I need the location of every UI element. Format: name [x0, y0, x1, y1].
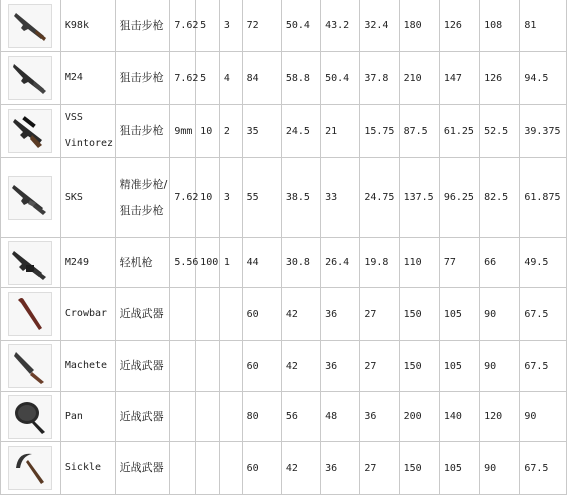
marksman-rifle-icon [1, 158, 61, 238]
weapon-category: 狙击步枪 [115, 105, 170, 158]
cell: 36 [321, 288, 360, 341]
cell: 50.4 [321, 52, 360, 105]
cell [219, 288, 242, 341]
cell: 110 [399, 238, 439, 288]
weapon-category: 精准步枪/狙击步枪 [115, 158, 170, 238]
cell: 140 [439, 392, 479, 442]
cell: 66 [480, 238, 520, 288]
sniper-rifle-icon [1, 52, 61, 105]
cell: 49.5 [520, 238, 567, 288]
cell: 30.8 [281, 238, 320, 288]
cell [196, 341, 220, 392]
pan-icon [1, 392, 61, 442]
weapon-name: M24 [60, 52, 115, 105]
cell: 24.5 [281, 105, 320, 158]
cell [196, 288, 220, 341]
cell: 21 [321, 105, 360, 158]
weapon-category: 狙击步枪 [115, 52, 170, 105]
table-row [1, 0, 567, 52]
cell [219, 392, 242, 442]
cell: 26.4 [321, 238, 360, 288]
cell: 4 [219, 52, 242, 105]
cell [219, 341, 242, 392]
cell: 52.5 [480, 105, 520, 158]
table-row [1, 341, 567, 392]
cell: 10 [196, 105, 220, 158]
table-row [1, 442, 567, 495]
cell: 100 [196, 238, 220, 288]
cell: 24.75 [360, 158, 399, 238]
cell: 108 [480, 0, 520, 52]
sickle-icon [1, 442, 61, 495]
cell: 9mm [170, 105, 196, 158]
cell: 27 [360, 442, 399, 495]
cell: 60 [242, 442, 281, 495]
cell: 105 [439, 442, 479, 495]
cell: 19.8 [360, 238, 399, 288]
cell: 39.375 [520, 105, 567, 158]
cell: 50.4 [281, 0, 320, 52]
table-row [1, 158, 567, 238]
cell: 72 [242, 0, 281, 52]
cell: 137.5 [399, 158, 439, 238]
cell: 82.5 [480, 158, 520, 238]
cell: 42 [281, 442, 320, 495]
table-row [1, 105, 567, 158]
cell: 126 [439, 0, 479, 52]
cell: 61.25 [439, 105, 479, 158]
cell: 3 [219, 158, 242, 238]
cell: 120 [480, 392, 520, 442]
crowbar-icon [1, 288, 61, 341]
cell: 96.25 [439, 158, 479, 238]
cell [196, 442, 220, 495]
cell: 32.4 [360, 0, 399, 52]
cell: 60 [242, 341, 281, 392]
weapon-name: Sickle [60, 442, 115, 495]
cell: 60 [242, 288, 281, 341]
cell: 90 [480, 341, 520, 392]
cell: 15.75 [360, 105, 399, 158]
sniper-rifle-icon [1, 0, 61, 52]
cell: 150 [399, 288, 439, 341]
cell: 58.8 [281, 52, 320, 105]
machine-gun-icon [1, 238, 61, 288]
cell: 80 [242, 392, 281, 442]
weapon-name: Crowbar [60, 288, 115, 341]
cell: 1 [219, 238, 242, 288]
cell: 2 [219, 105, 242, 158]
cell: 35 [242, 105, 281, 158]
cell: 90 [480, 442, 520, 495]
weapon-name: Pan [60, 392, 115, 442]
cell: 5 [196, 0, 220, 52]
cell: 5.56 [170, 238, 196, 288]
cell: 7.62 [170, 52, 196, 105]
cell: 150 [399, 442, 439, 495]
weapon-name: K98k [60, 0, 115, 52]
weapon-category: 轻机枪 [115, 238, 170, 288]
cell: 90 [520, 392, 567, 442]
cell: 81 [520, 0, 567, 52]
cell: 200 [399, 392, 439, 442]
weapon-category: 近战武器 [115, 392, 170, 442]
cell: 94.5 [520, 52, 567, 105]
cell [170, 442, 196, 495]
cell: 33 [321, 158, 360, 238]
cell: 210 [399, 52, 439, 105]
weapon-name: SKS [60, 158, 115, 238]
cell: 84 [242, 52, 281, 105]
cell: 55 [242, 158, 281, 238]
cell: 90 [480, 288, 520, 341]
weapon-category: 近战武器 [115, 442, 170, 495]
cell [196, 392, 220, 442]
cell: 77 [439, 238, 479, 288]
weapon-name: M249 [60, 238, 115, 288]
scoped-rifle-icon [1, 105, 61, 158]
cell: 10 [196, 158, 220, 238]
cell: 36 [321, 341, 360, 392]
cell: 5 [196, 52, 220, 105]
cell: 67.5 [520, 341, 567, 392]
cell: 38.5 [281, 158, 320, 238]
cell: 42 [281, 341, 320, 392]
cell: 43.2 [321, 0, 360, 52]
cell: 105 [439, 341, 479, 392]
table-row [1, 392, 567, 442]
cell: 150 [399, 341, 439, 392]
cell: 27 [360, 341, 399, 392]
cell: 67.5 [520, 288, 567, 341]
cell: 126 [480, 52, 520, 105]
cell: 61.875 [520, 158, 567, 238]
cell [170, 288, 196, 341]
cell: 44 [242, 238, 281, 288]
cell: 36 [360, 392, 399, 442]
cell: 147 [439, 52, 479, 105]
table-row [1, 238, 567, 288]
table-row [1, 52, 567, 105]
table-row [1, 288, 567, 341]
cell: 42 [281, 288, 320, 341]
weapon-name: VSS Vintorez [60, 105, 115, 158]
cell: 36 [321, 442, 360, 495]
cell [170, 392, 196, 442]
cell: 180 [399, 0, 439, 52]
cell: 37.8 [360, 52, 399, 105]
cell: 7.62 [170, 158, 196, 238]
cell [219, 442, 242, 495]
weapon-category: 近战武器 [115, 288, 170, 341]
weapon-category: 狙击步枪 [115, 0, 170, 52]
cell: 48 [321, 392, 360, 442]
cell: 7.62 [170, 0, 196, 52]
cell: 56 [281, 392, 320, 442]
machete-icon [1, 341, 61, 392]
cell: 27 [360, 288, 399, 341]
cell: 3 [219, 0, 242, 52]
cell: 105 [439, 288, 479, 341]
cell [170, 341, 196, 392]
weapon-name: Machete [60, 341, 115, 392]
cell: 67.5 [520, 442, 567, 495]
cell: 87.5 [399, 105, 439, 158]
weapon-category: 近战武器 [115, 341, 170, 392]
